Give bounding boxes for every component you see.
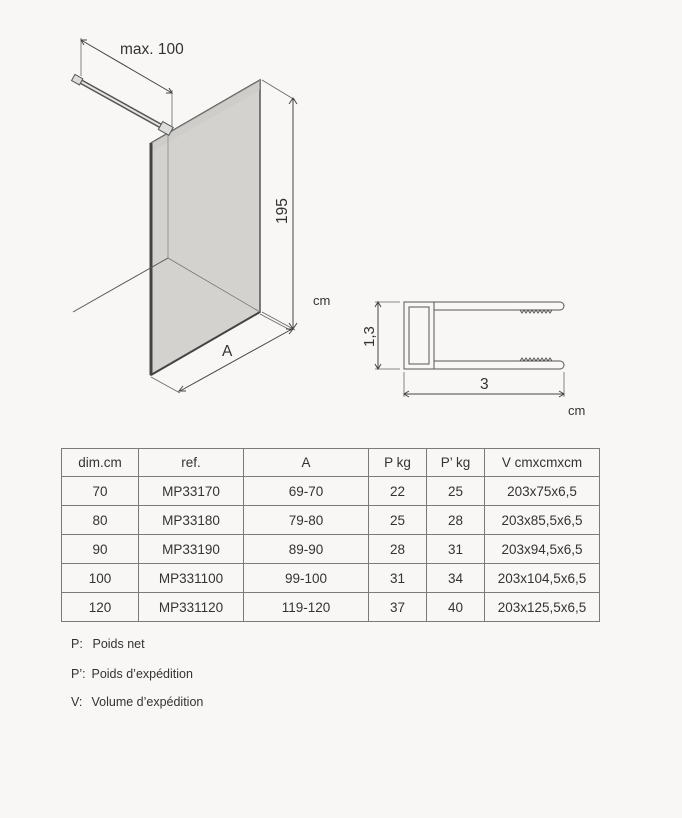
unit-label-1: cm: [313, 293, 331, 308]
col-header: dim.cm: [62, 449, 139, 477]
legend-item-shipping-weight: [71, 667, 193, 681]
legend-text: Poids d’expédition: [91, 667, 193, 681]
table-cell: 90: [62, 535, 139, 564]
width-label: A: [222, 343, 233, 360]
col-header: P kg: [369, 449, 427, 477]
table-cell: 79-80: [244, 506, 369, 535]
table-cell: MP33170: [139, 477, 244, 506]
height-label: 195: [274, 198, 291, 224]
height-dimension: [262, 80, 297, 330]
max-label: max. 100: [120, 41, 184, 58]
table-cell: 203x75x6,5: [485, 477, 600, 506]
legend-text: Poids net: [92, 637, 145, 651]
table-cell: 99-100: [244, 564, 369, 593]
table-cell: 31: [427, 535, 485, 564]
table-cell: 70: [62, 477, 139, 506]
max-dimension: [81, 38, 184, 127]
legend-key: P’:: [71, 667, 86, 681]
legend-text: Volume d’expédition: [91, 695, 204, 709]
col-header: V cmxcmxcm: [485, 449, 600, 477]
profile-width-label: 3: [480, 376, 489, 393]
table-cell: 25: [369, 506, 427, 535]
spec-table: [61, 448, 600, 622]
table-cell: 25: [427, 477, 485, 506]
table-cell: 40: [427, 593, 485, 622]
profile-height-dimension: [361, 302, 400, 369]
table-cell: 203x94,5x6,5: [485, 535, 600, 564]
profile-section: [404, 302, 564, 369]
table-cell: 28: [427, 506, 485, 535]
table-cell: 119-120: [244, 593, 369, 622]
table-cell: 203x104,5x6,5: [485, 564, 600, 593]
table-cell: 28: [369, 535, 427, 564]
table-cell: 203x125,5x6,5: [485, 593, 600, 622]
table-row: [62, 535, 600, 564]
col-header: ref.: [139, 449, 244, 477]
table-cell: MP33190: [139, 535, 244, 564]
support-bar: [72, 74, 174, 135]
table-row: [62, 593, 600, 622]
table-cell: 80: [62, 506, 139, 535]
table-cell: 120: [62, 593, 139, 622]
table-cell: 100: [62, 564, 139, 593]
table-row: [62, 506, 600, 535]
table-cell: 203x85,5x6,5: [485, 506, 600, 535]
legend-item-shipping-volume: [71, 695, 203, 709]
profile-width-dimension: [404, 372, 564, 397]
table-cell: 37: [369, 593, 427, 622]
legend-key: V:: [71, 695, 83, 709]
table-cell: 69-70: [244, 477, 369, 506]
table-cell: MP331120: [139, 593, 244, 622]
table-cell: MP33180: [139, 506, 244, 535]
table-cell: 34: [427, 564, 485, 593]
table-header-row: [62, 449, 600, 477]
table-row: [62, 477, 600, 506]
legend-key: P:: [71, 637, 83, 651]
col-header: P’ kg: [427, 449, 485, 477]
table-cell: 89-90: [244, 535, 369, 564]
unit-label-2: cm: [568, 403, 586, 418]
table-cell: 31: [369, 564, 427, 593]
table-row: [62, 564, 600, 593]
profile-height-label: 1,3: [361, 326, 378, 347]
legend-item-net-weight: [71, 637, 145, 651]
table-cell: 22: [369, 477, 427, 506]
col-header: A: [244, 449, 369, 477]
table-cell: MP331100: [139, 564, 244, 593]
